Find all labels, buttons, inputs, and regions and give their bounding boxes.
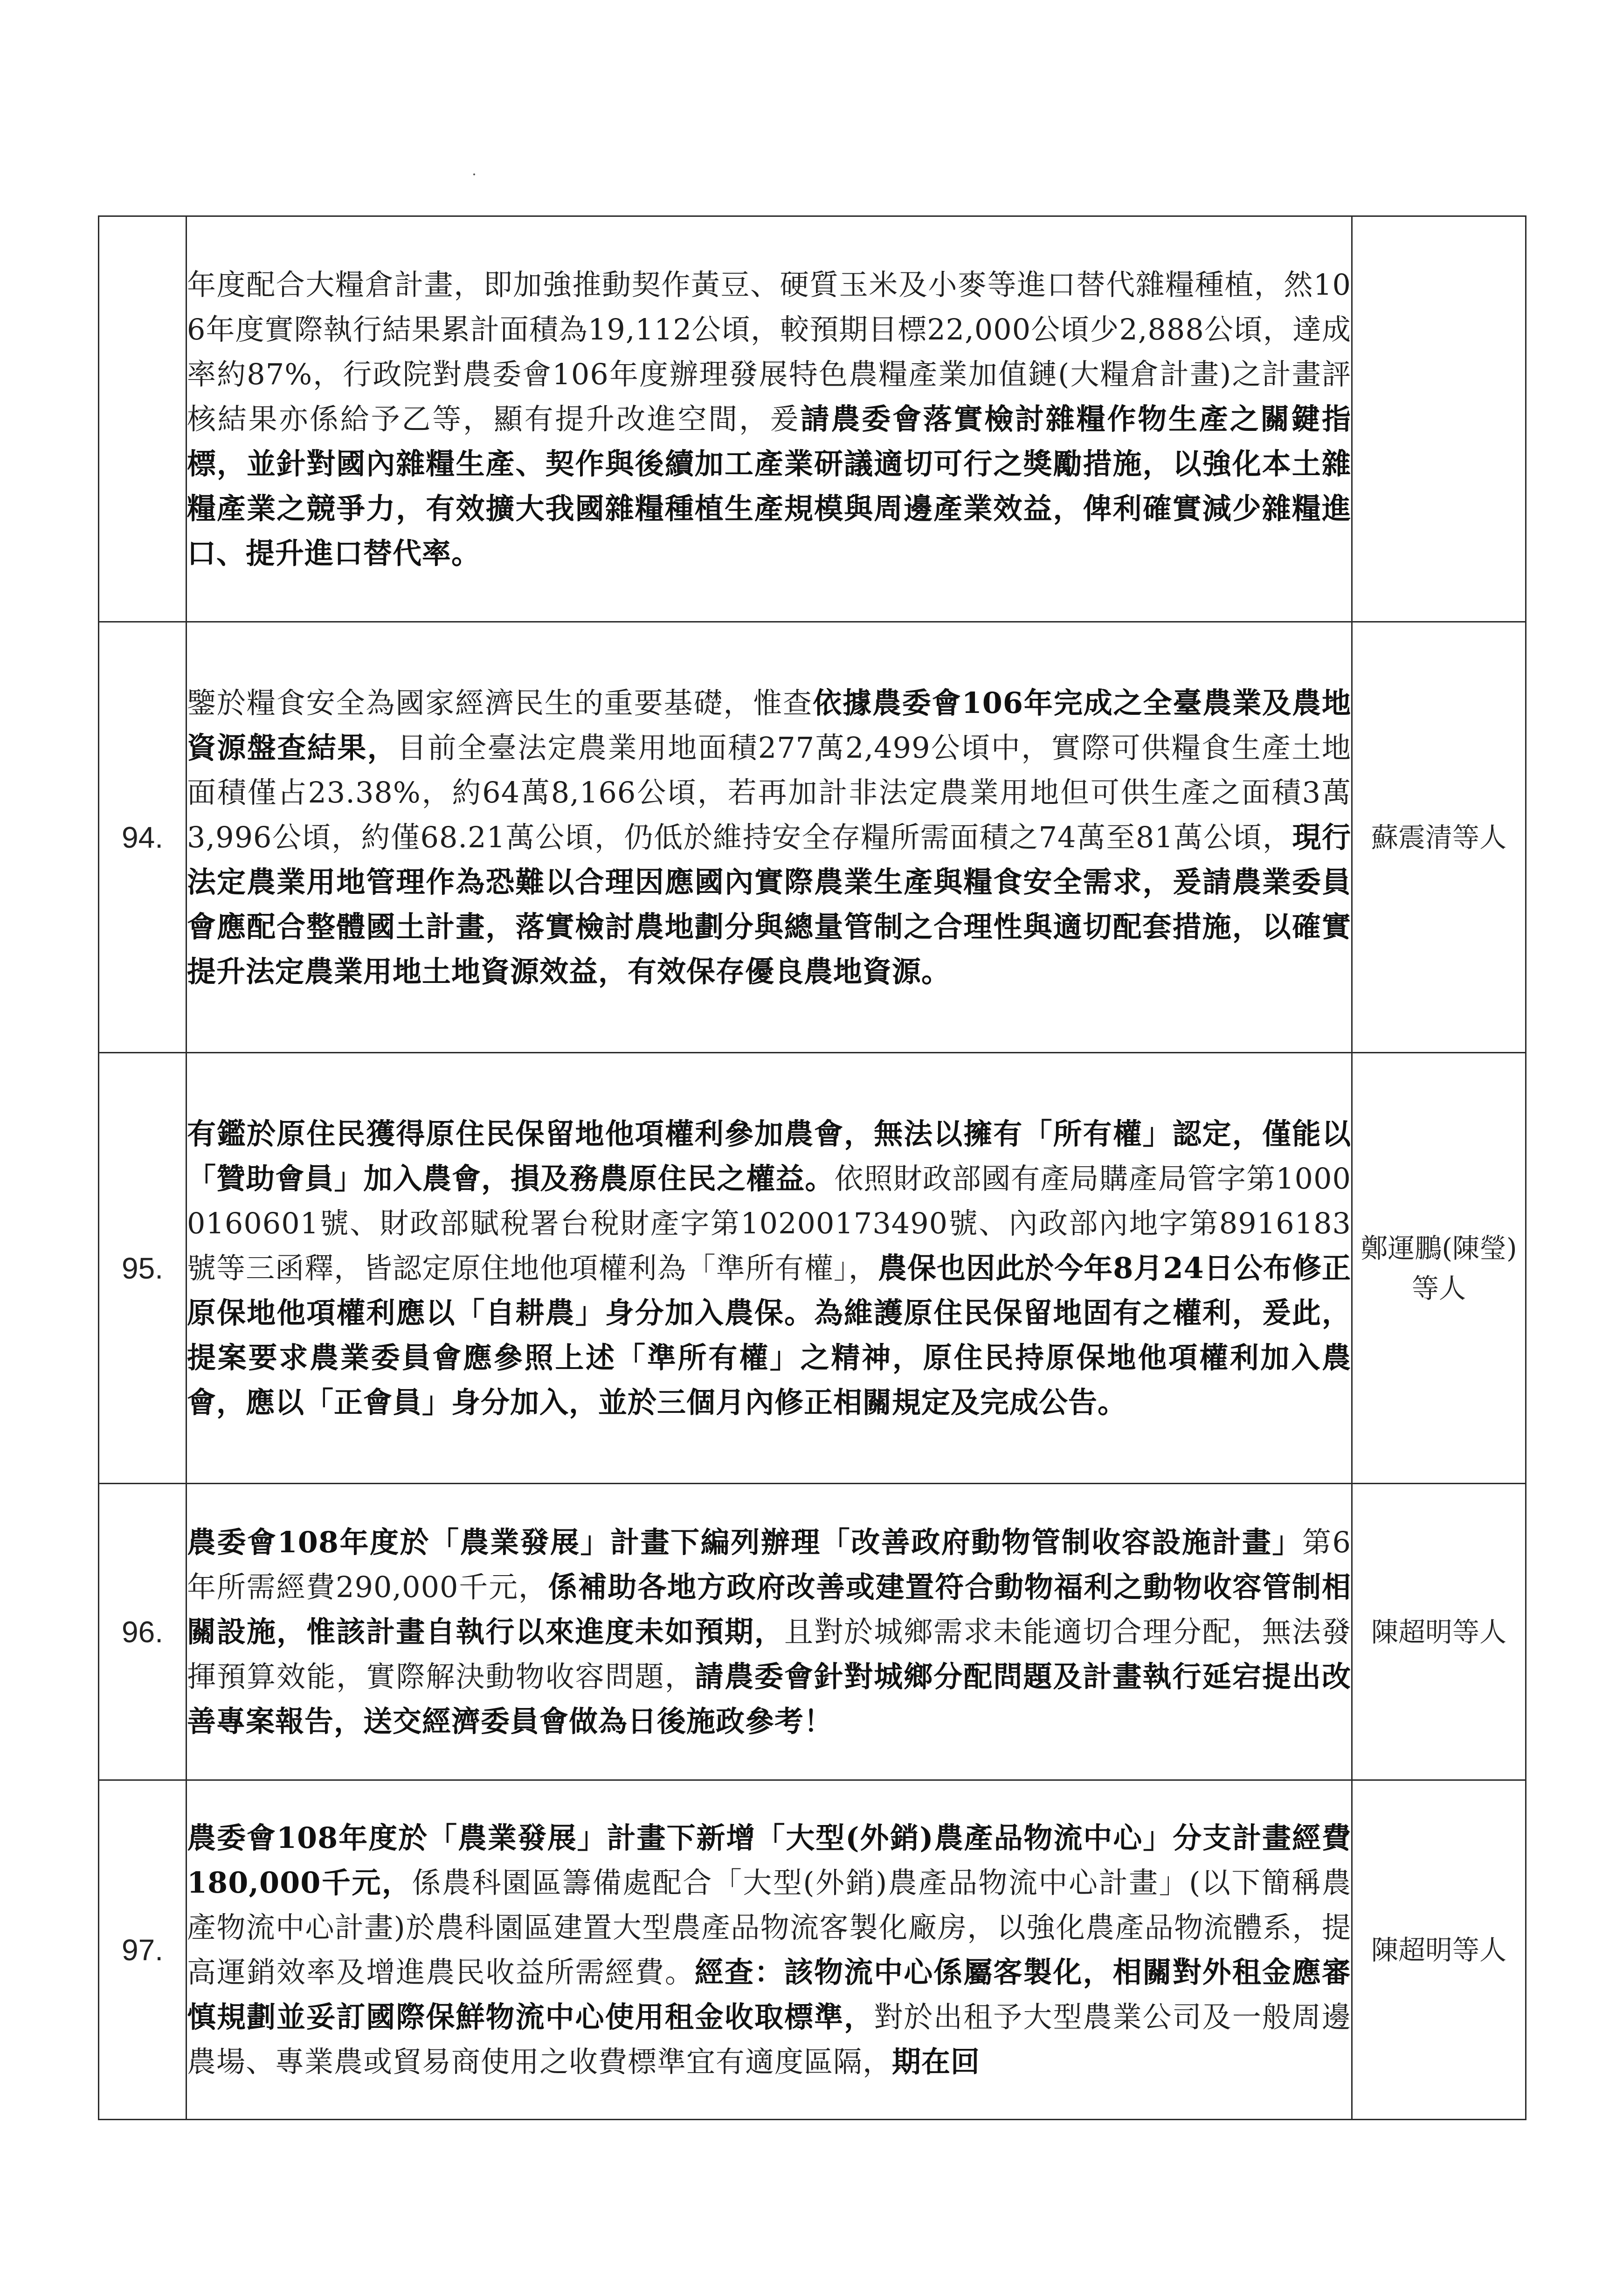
- emphasized-text-segment: 農保也因此於今年8月24日公布修正原保地他項權利應以「自耕農」身分加入農保。為維護原住民保留地固有之權利，爰此，提案要求農業委員會應參照上述「準所有權」之精神，原住民持原保地他項權利加入農會，應以「正會員」身分加入，並於三個月內修正相關規定及完成公告。: [187, 1251, 1351, 1419]
- table-row: [99, 1484, 1526, 1780]
- text-segment: 係農科園區籌備處配合「大型(外銷)農產品物流中心計畫」(以下簡稱農產物流中心計畫)於農科園區建置大型農產品物流客製化廠房，以強化農產品物流體系，提高運銷效率及增進農民收益所需經費。: [187, 1865, 1351, 1989]
- motion-text: [186, 1484, 1352, 1780]
- text-segment: 目前全臺法定農業用地面積277萬2,499公頃中，實際可供糧食生產土地面積僅占23.38%，約64萬8,166公頃，若再加計非法定農業用地但可供生產之面積3萬3,996公頃，約僅68.21萬公頃，仍低於維持安全存糧所需面積之74萬至81萬公頃，: [187, 730, 1351, 854]
- text-segment: 第6年所需經費290,000千元，: [187, 1525, 1351, 1604]
- emphasized-text-segment: 請農委會落實檢討雜糧作物生產之關鍵指標，並針對國內雜糧生產、契作與後續加工產業研議適切可行之獎勵措施，以強化本土雜糧產業之競爭力，有效擴大我國雜糧種植生產規模與周邊產業效益，俾利確實減少雜糧進口、提升進口替代率。: [187, 401, 1351, 570]
- motion-paragraph: [187, 681, 1351, 994]
- proposer: 鄭運鵬(陳瑩)等人: [1352, 1053, 1526, 1484]
- motion-table: [98, 215, 1526, 2120]
- table-row: [99, 1780, 1526, 2120]
- text-segment: 年度配合大糧倉計畫，即加強推動契作黃豆、硬質玉米及小麥等進口替代雜糧種植，然106年度實際執行結果累計面積為19,112公頃，較預期目標22,000公頃少2,888公頃，達成率約87%，行政院對農委會106年度辦理發展特色農糧產業加值鏈(大糧倉計畫)之計畫評核結果亦係給予乙等，顯有提升改進空間，爰: [187, 267, 1351, 436]
- proposer: 蘇震清等人: [1352, 622, 1526, 1053]
- row-number: 94.: [99, 622, 186, 1053]
- emphasized-text-segment: 經查：該物流中心係屬客製化，相關對外租金應審慎規劃並妥訂國際保鮮物流中心使用租金收取標準，: [187, 1955, 1351, 2034]
- row-number: 97.: [99, 1780, 186, 2120]
- text-segment: 鑒於糧食安全為國家經濟民生的重要基礎，惟查: [187, 685, 813, 720]
- motion-paragraph: [187, 1816, 1351, 2084]
- proposer: [1352, 216, 1526, 622]
- page-mark: [473, 173, 475, 175]
- text-segment: 且對於城鄉需求未能適切合理分配，無法發揮預算效能，實際解決動物收容問題，: [187, 1614, 1351, 1694]
- table-row: [99, 216, 1526, 622]
- emphasized-text-segment: 有鑑於原住民獲得原住民保留地他項權利參加農會，無法以擁有「所有權」認定，僅能以「贊助會員」加入農會，損及務農原住民之權益。: [187, 1116, 1351, 1196]
- emphasized-text-segment: 期在回: [892, 2044, 981, 2079]
- table-row: [99, 622, 1526, 1053]
- table-row: [99, 1053, 1526, 1484]
- row-number: [99, 216, 186, 622]
- motion-text: [186, 216, 1352, 622]
- motion-text: [186, 1780, 1352, 2120]
- proposer: 陳超明等人: [1352, 1780, 1526, 2120]
- row-number: 96.: [99, 1484, 186, 1780]
- emphasized-text-segment: 農委會108年度於「農業發展」計畫下新增「大型(外銷)農產品物流中心」分支計畫經費180,000千元，: [187, 1820, 1351, 1900]
- motion-paragraph: [187, 263, 1351, 576]
- motion-text: [186, 622, 1352, 1053]
- emphasized-text-segment: 現行法定農業用地管理作為恐難以合理因應國內實際農業生產與糧食安全需求，爰請農業委員會應配合整體國土計畫，落實檢討農地劃分與總量管制之合理性與適切配套措施，以確實提升法定農業用地土地資源效益，有效保存優良農地資源。: [187, 820, 1351, 989]
- motion-paragraph: [187, 1112, 1351, 1425]
- text-segment: 對於出租予大型農業公司及一般周邊農場、專業農或貿易商使用之收費標準宜有適度區隔，: [187, 1999, 1351, 2079]
- proposer: 陳超明等人: [1352, 1484, 1526, 1780]
- emphasized-text-segment: 依據農委會106年完成之全臺農業及農地資源盤查結果，: [187, 685, 1351, 765]
- row-number: 95.: [99, 1053, 186, 1484]
- emphasized-text-segment: 請農委會針對城鄉分配問題及計畫執行延宕提出改善專案報告，送交經濟委員會做為日後施政參考！: [187, 1659, 1351, 1738]
- text-segment: 依照財政部國有產局購產局管字第10000160601號、財政部賦稅署台稅財產字第10200173490號、內政部內地字第8916183號等三函釋，皆認定原住地他項權利為「準所有權」，: [187, 1161, 1351, 1285]
- emphasized-text-segment: 係補助各地方政府改善或建置符合動物福利之動物收容管制相關設施，惟該計畫自執行以來進度未如預期，: [187, 1570, 1351, 1649]
- motion-text: [186, 1053, 1352, 1484]
- motion-paragraph: [187, 1520, 1351, 1744]
- emphasized-text-segment: 農委會108年度於「農業發展」計畫下編列辦理「改善政府動物管制收容設施計畫」: [187, 1525, 1303, 1559]
